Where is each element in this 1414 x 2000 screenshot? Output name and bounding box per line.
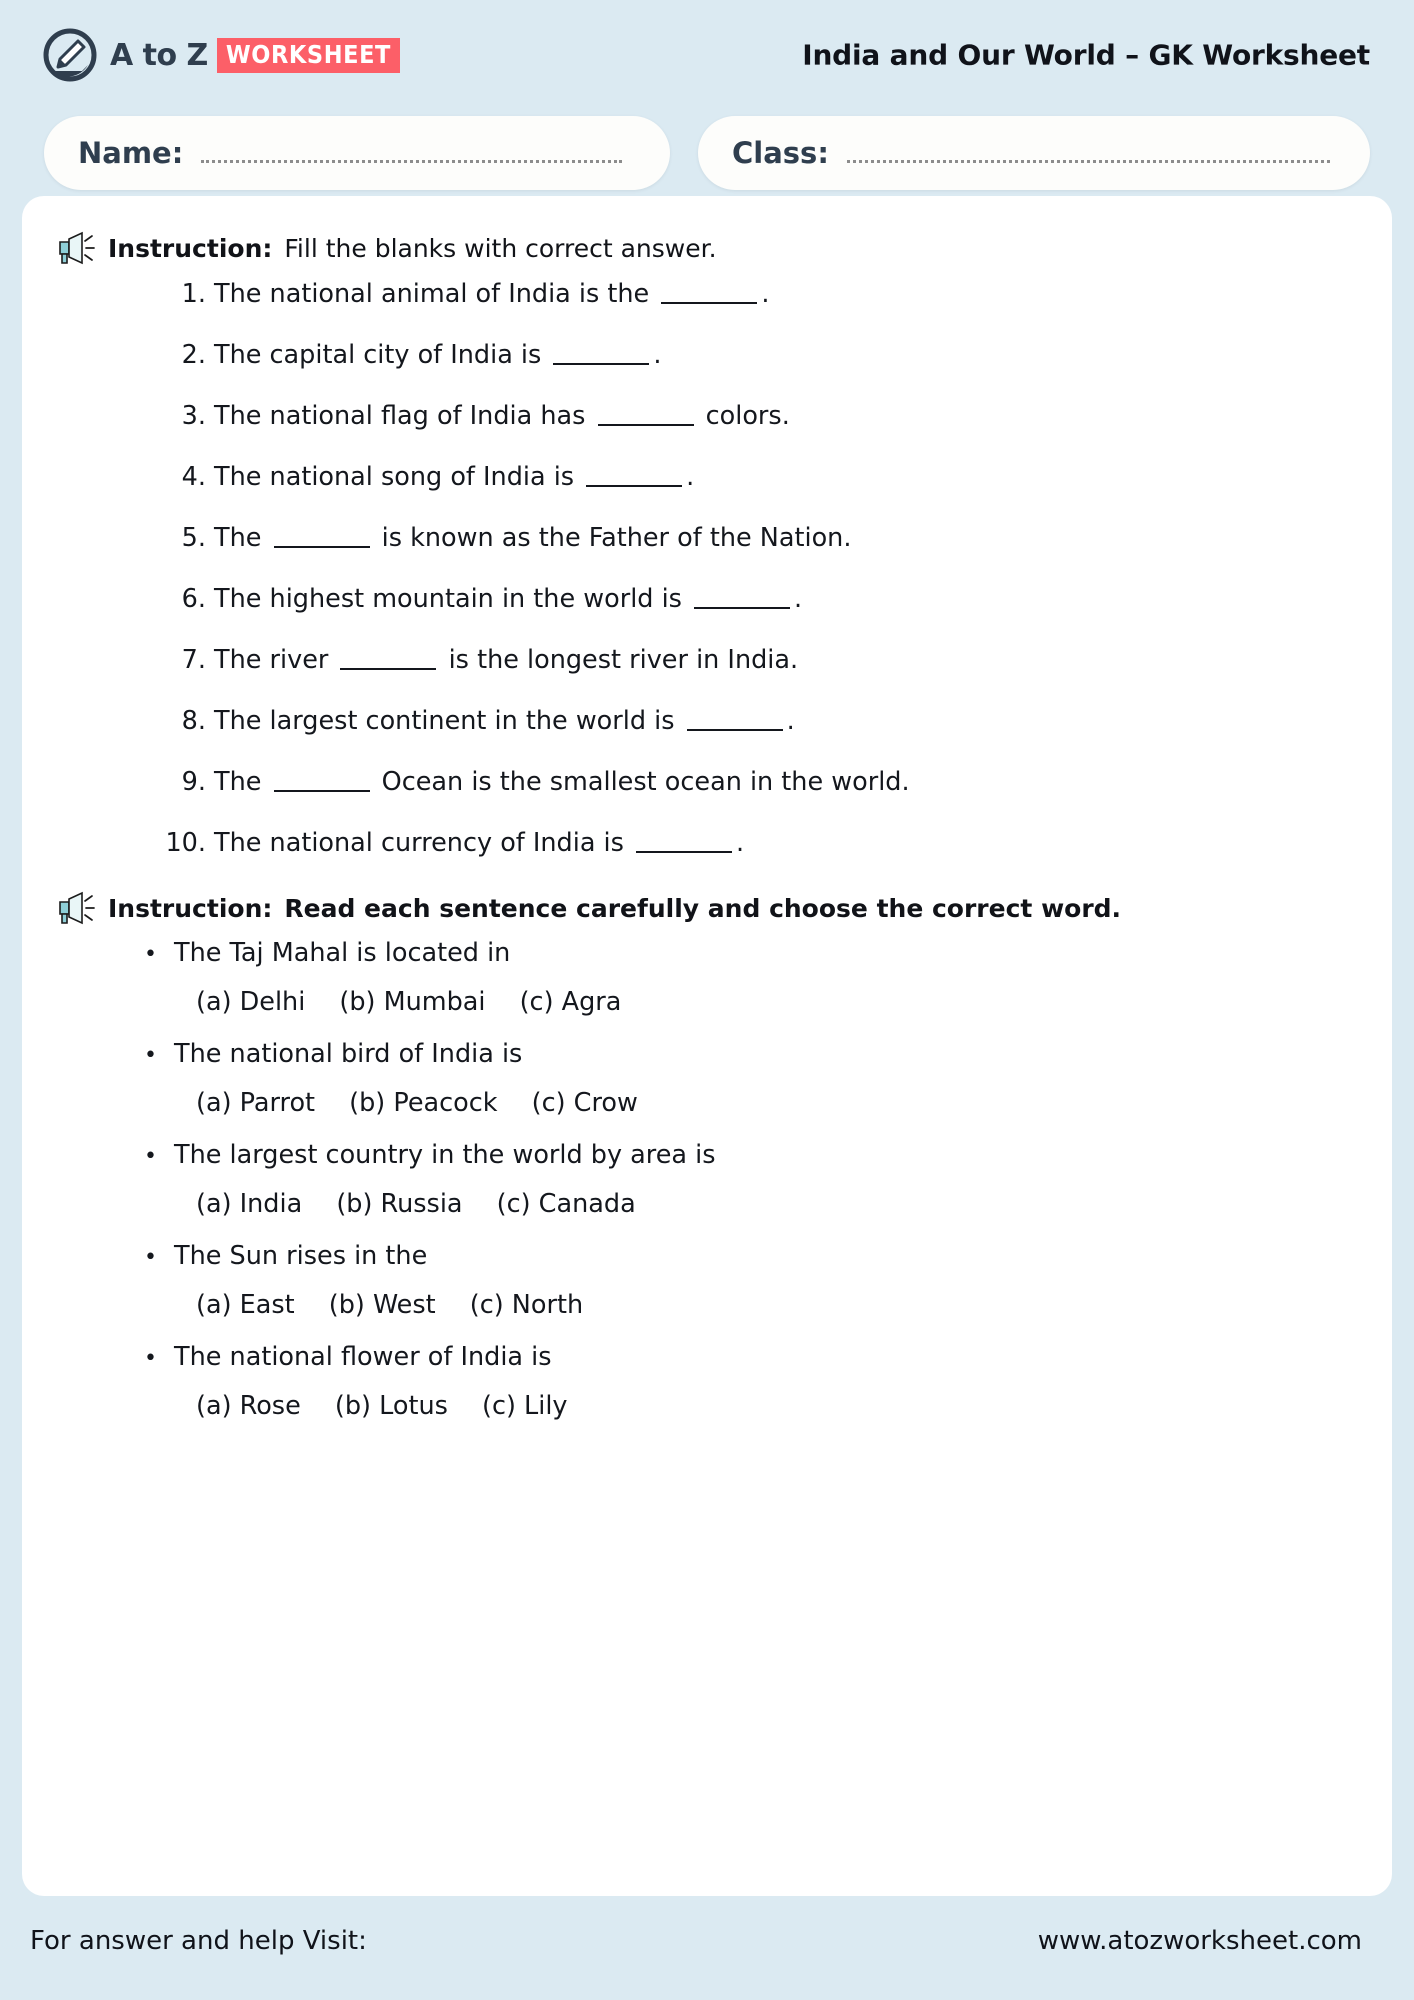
name-field[interactable] xyxy=(44,116,670,190)
item-text-after: is known as the Father of the Nation. xyxy=(373,523,852,554)
option-b[interactable]: (b) Lotus xyxy=(334,1391,448,1422)
instruction-row-multiple-choice xyxy=(56,890,1358,926)
student-info-row xyxy=(0,110,1414,196)
pen-in-circle-logo-icon xyxy=(42,27,98,83)
item-text-after: colors. xyxy=(697,401,790,432)
instruction-label: Instruction: xyxy=(108,233,273,263)
item-number: 4. xyxy=(181,462,206,493)
item-text-after: . xyxy=(736,828,745,859)
item-text xyxy=(214,829,744,857)
answer-blank[interactable] xyxy=(661,302,757,304)
item-text-before: The xyxy=(214,767,270,798)
instruction-text: Read each sentence carefully and choose the correct word. xyxy=(284,893,1122,923)
item-number: 6. xyxy=(181,584,206,615)
question-row xyxy=(56,1342,1358,1372)
item-text xyxy=(214,585,802,613)
instruction-text: Fill the blanks with correct answer. xyxy=(284,233,717,263)
fill-in-blank-item xyxy=(56,829,1358,857)
item-number: 8. xyxy=(181,706,206,737)
question-text: The largest country in the world by area is xyxy=(174,1140,716,1171)
answer-blank[interactable] xyxy=(636,851,732,853)
item-text-after: Ocean is the smallest ocean in the world. xyxy=(373,767,910,798)
answer-blank[interactable] xyxy=(274,790,370,792)
bullet-icon: • xyxy=(144,942,157,968)
option-b[interactable]: (b) Russia xyxy=(336,1189,463,1220)
page-footer xyxy=(0,1896,1414,2000)
fill-in-blank-item xyxy=(56,280,1358,308)
multiple-choice-item xyxy=(56,1140,1358,1219)
class-input-line[interactable] xyxy=(847,159,1330,163)
item-text-before: The national flag of India has xyxy=(214,401,594,432)
item-number: 2. xyxy=(181,340,206,371)
brand-name-primary: A to Z xyxy=(110,37,208,73)
megaphone-icon xyxy=(56,890,96,926)
bullet-icon: • xyxy=(144,1346,157,1372)
item-text xyxy=(214,402,790,430)
item-text xyxy=(214,280,769,308)
item-text-after: . xyxy=(786,706,795,737)
item-text-after: is the longest river in India. xyxy=(440,645,799,676)
item-text-before: The highest mountain in the world is xyxy=(214,584,691,615)
item-number: 5. xyxy=(181,523,206,554)
fill-in-blank-item xyxy=(56,585,1358,613)
question-row xyxy=(56,1241,1358,1271)
question-row xyxy=(56,1039,1358,1069)
worksheet-body xyxy=(22,196,1392,1896)
fill-in-blank-item xyxy=(56,341,1358,369)
answer-blank[interactable] xyxy=(553,363,649,365)
class-label: Class: xyxy=(732,136,829,170)
option-c[interactable]: (c) Canada xyxy=(496,1189,636,1220)
bullet-icon: • xyxy=(144,1144,157,1170)
fill-in-blank-item xyxy=(56,768,1358,796)
class-field[interactable] xyxy=(698,116,1370,190)
name-input-line[interactable] xyxy=(201,159,622,163)
bullet-icon: • xyxy=(144,1043,157,1069)
answer-blank[interactable] xyxy=(586,485,682,487)
answer-blank[interactable] xyxy=(340,668,436,670)
multiple-choice-item xyxy=(56,1241,1358,1320)
fill-in-blank-item xyxy=(56,524,1358,552)
multiple-choice-item xyxy=(56,938,1358,1017)
item-number: 10. xyxy=(165,828,206,859)
fill-in-blank-item xyxy=(56,646,1358,674)
instruction-row-fill-blanks xyxy=(56,230,1358,266)
megaphone-icon xyxy=(56,230,96,266)
answer-blank[interactable] xyxy=(694,607,790,609)
multiple-choice-item xyxy=(56,1342,1358,1421)
brand-wordmark xyxy=(110,38,400,73)
question-row xyxy=(56,1140,1358,1170)
item-number: 3. xyxy=(181,401,206,432)
item-number: 1. xyxy=(181,279,206,309)
instruction-label: Instruction: xyxy=(108,893,273,923)
item-text xyxy=(214,524,851,552)
page-title: India and Our World – GK Worksheet xyxy=(802,38,1370,72)
fill-in-blank-item xyxy=(56,707,1358,735)
option-c[interactable]: (c) Lily xyxy=(482,1391,568,1422)
brand-name-badge: WORKSHEET xyxy=(217,38,400,73)
question-text: The Taj Mahal is located in xyxy=(174,938,511,969)
item-text xyxy=(214,341,662,369)
option-a[interactable]: (a) Parrot xyxy=(196,1088,316,1119)
item-text xyxy=(214,707,795,735)
fill-in-blank-list xyxy=(56,280,1358,857)
bullet-icon: • xyxy=(144,1245,157,1271)
option-a[interactable]: (a) Delhi xyxy=(196,987,306,1018)
item-number: 9. xyxy=(181,767,206,798)
question-row xyxy=(56,938,1358,968)
option-a[interactable]: (a) Rose xyxy=(196,1391,301,1422)
name-label: Name: xyxy=(78,136,184,170)
footer-help-text: For answer and help Visit: xyxy=(30,1926,367,1956)
fill-in-blank-item xyxy=(56,463,1358,491)
item-text-before: The national animal of India is the xyxy=(214,279,658,309)
option-b[interactable]: (b) Peacock xyxy=(349,1088,498,1119)
question-text: The national flower of India is xyxy=(174,1342,552,1373)
option-b[interactable]: (b) West xyxy=(328,1290,436,1321)
item-text-before: The national song of India is xyxy=(214,462,583,493)
multiple-choice-item xyxy=(56,1039,1358,1118)
fill-in-blank-item xyxy=(56,402,1358,430)
item-text-after: . xyxy=(686,462,695,493)
item-text-before: The xyxy=(214,523,270,554)
multiple-choice-list xyxy=(56,938,1358,1421)
item-text-before: The river xyxy=(214,645,337,676)
option-a[interactable]: (a) India xyxy=(196,1189,303,1220)
item-text xyxy=(214,768,910,796)
option-b[interactable]: (b) Mumbai xyxy=(339,987,486,1018)
option-c[interactable]: (c) North xyxy=(469,1290,584,1321)
option-row xyxy=(56,1290,1358,1320)
item-text-after: . xyxy=(794,584,803,615)
option-row xyxy=(56,1088,1358,1118)
footer-website-link[interactable]: www.atozworksheet.com xyxy=(1037,1926,1362,1956)
item-text-before: The capital city of India is xyxy=(214,340,550,371)
item-text-after: . xyxy=(653,340,662,371)
brand-logo xyxy=(42,27,400,83)
item-text-after: . xyxy=(761,279,770,309)
answer-blank[interactable] xyxy=(274,546,370,548)
answer-blank[interactable] xyxy=(598,424,694,426)
question-text: The national bird of India is xyxy=(174,1039,523,1070)
option-row xyxy=(56,1391,1358,1421)
option-c[interactable]: (c) Crow xyxy=(531,1088,638,1119)
item-number: 7. xyxy=(181,645,206,676)
item-text xyxy=(214,463,694,491)
item-text xyxy=(214,646,798,674)
page-header xyxy=(0,0,1414,110)
item-text-before: The largest continent in the world is xyxy=(214,706,683,737)
option-row xyxy=(56,1189,1358,1219)
option-c[interactable]: (c) Agra xyxy=(519,987,622,1018)
option-row xyxy=(56,987,1358,1017)
question-text: The Sun rises in the xyxy=(174,1241,428,1272)
item-text-before: The national currency of India is xyxy=(214,828,633,859)
option-a[interactable]: (a) East xyxy=(196,1290,295,1321)
answer-blank[interactable] xyxy=(687,729,783,731)
